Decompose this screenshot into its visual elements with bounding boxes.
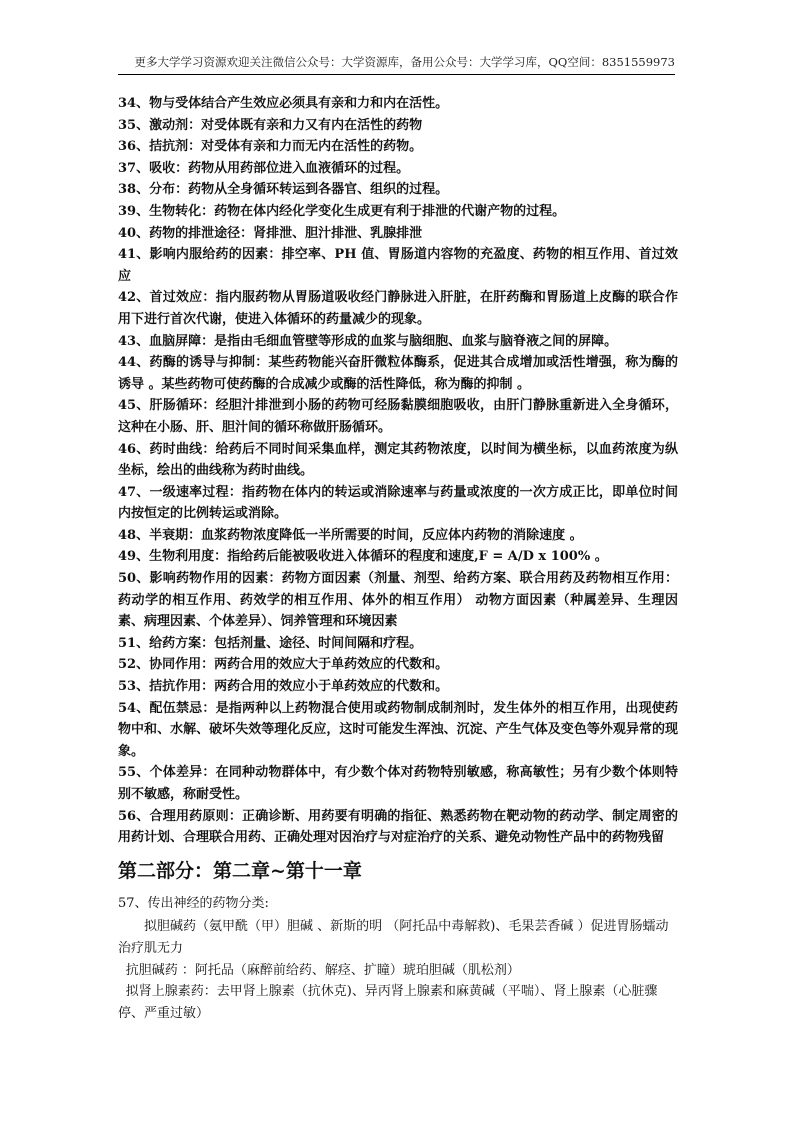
list-item: 34、物与受体结合产生效应必须具有亲和力和内在活性。 <box>118 96 449 111</box>
header-text: 更多大学学习资源欢迎关注微信公众号：大学资源库，备用公众号：大学学习库，QQ空间：8351559973 <box>134 55 675 69</box>
section-title: 第二部分：第二章~第十一章 <box>118 859 362 882</box>
list-item: 56、合理用药原则：正确诊断、用药要有明确的指征、熟悉药物在靶动物的药动学、制定周密的用药计划、合理联合用药、正确处理对因治疗与对症治疗的关系、避免动物性产品中的药物残留 <box>118 808 678 846</box>
list-item: 52、协同作用：两药合用的效应大于单药效应的代数和。 <box>118 657 449 673</box>
adrenergic-drugs: 拟肾上腺素药：去甲肾上腺素（抗休克)、异丙肾上腺素和麻黄碱（平喘）、肾上腺素（心脏骤停、严重过敏） <box>118 984 658 1021</box>
list-item: 47、一级速率过程：指药物在体内的转运或消除速率与药量或浓度的一次方成正比，即单位时间内按恒定的比例转运或消除。 <box>118 484 678 522</box>
anticholinergic-drugs: 抗胆碱药 ：阿托品（麻醉前给药、解痉、扩瞳）琥珀胆碱（肌松剂） <box>125 962 520 978</box>
list-item: 49、生物利用度：指给药后能被吸收进入体循环的程度和速度,F = A/D x 100% 。 <box>118 549 608 565</box>
list-item: 53、拮抗作用：两药合用的效应小于单药效应的代数和。 <box>118 679 449 695</box>
list-item: 35、激动剂：对受体既有亲和力又有内在活性的药物 <box>118 117 423 133</box>
list-item: 36、拮抗剂：对受体有亲和力而无内在活性的药物。 <box>118 139 423 155</box>
list-item: 45、肝肠循环：经胆汁排泄到小肠的药物可经肠黏膜细胞吸收，由肝门静脉重新进入全身循环，这种在小肠、肝、胆汁间的循环称做肝肠循环。 <box>118 398 678 435</box>
list-item: 39、生物转化：药物在体内经化学变化生成更有利于排泄的代谢产物的过程。 <box>118 203 566 219</box>
document-body <box>118 93 678 1024</box>
list-item: 51、给药方案：包括剂量、途径、时间间隔和疗程。 <box>118 635 423 651</box>
list-item: 44、药酶的诱导与抑制：某些药物能兴奋肝微粒体酶系，促进其合成增加或活性增强，称为酶的诱导 。某些药物可使药酶的合成减少或酶的活性降低，称为酶的抑制 。 <box>118 355 678 392</box>
list-item: 38、分布：药物从全身循环转运到各器官、组织的过程。 <box>118 182 449 198</box>
cholinergic-drugs: 拟胆碱药（氨甲酰（甲）胆碱 、新斯的明 （阿托品中毒解救)、毛果芸香碱 ）促进胃肠蠕动 治疗肌无力 <box>118 919 669 956</box>
list-item: 41、影响内服给药的因素：排空率、PH 值、胃肠道内容物的充盈度、药物的相互作用、首过效应 <box>118 247 678 284</box>
page-header <box>118 50 675 75</box>
list-item: 40、药物的排泄途径：肾排泄、胆汁排泄、乳腺排泄 <box>118 225 423 241</box>
list-item: 55、个体差异：在同种动物群体中，有少数个体对药物特别敏感，称高敏性；另有少数个体则特别不敏感，称耐受性。 <box>118 765 678 802</box>
list-item: 50、影响药物作用的因素：药物方面因素（剂量、剂型、给药方案、联合用药及药物相互作用：药动学的相互作用、药效学的相互作用、体外的相互作用） 动物方面因素（种属差异、生理因素、病理因素、个体差异）、饲养管理和环境因素 <box>118 571 678 630</box>
list-item: 48、半衰期：血浆药物浓度降低一半所需要的时间，反应体内药物的消除速度 。 <box>118 527 583 543</box>
list-item: 42、首过效应：指内服药物从胃肠道吸收经门静脉进入肝脏，在肝药酶和胃肠道上皮酶的联合作用下进行首次代谢，使进入体循环的药量减少的现象。 <box>118 290 678 327</box>
list-item: 54、配伍禁忌：是指两种以上药物混合使用或药物制成制剂时，发生体外的相互作用，出现使药物中和、水解、破坏失效等理化反应，这时可能发生浑浊、沉淀、产生气体及变色等外观异常的现象。 <box>118 700 678 759</box>
question-57: 57、传出神经的药物分类: <box>118 895 269 911</box>
list-item: 46、药时曲线：给药后不同时间采集血样，测定其药物浓度，以时间为横坐标，以血药浓度为纵坐标，绘出的曲线称为药时曲线。 <box>118 441 678 479</box>
list-item: 37、吸收：药物从用药部位进入血液循环的过程。 <box>118 160 410 176</box>
list-item: 43、血脑屏障：是指由毛细血管壁等形成的血浆与脑细胞、血浆与脑脊液之间的屏障。 <box>118 333 618 349</box>
